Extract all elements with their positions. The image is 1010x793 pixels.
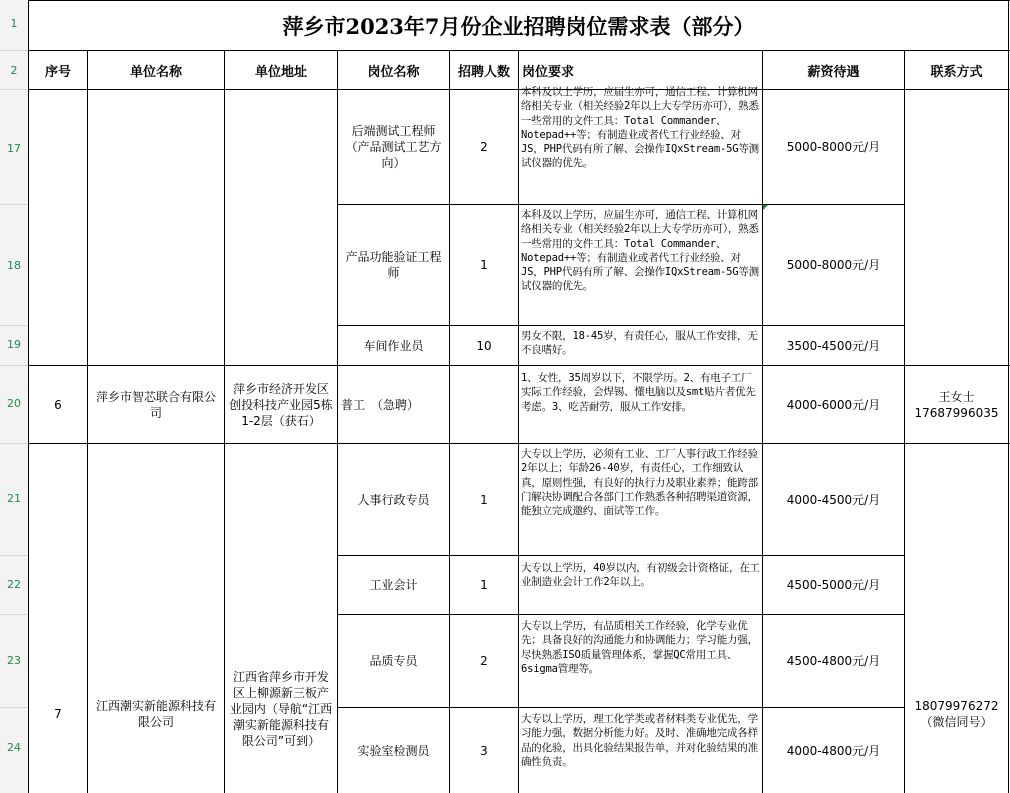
- cell-position[interactable]: 后端测试工程师（产品测试工艺方向）: [345, 124, 442, 170]
- row-number[interactable]: 21: [7, 492, 21, 505]
- cell-count[interactable]: 3: [480, 743, 488, 758]
- header-contact[interactable]: 联系方式: [930, 64, 983, 80]
- cell-requirement[interactable]: 1、女性，35周岁以下，不限学历。2、有电子工厂实际工作经验，会焊锡、懂电脑以及smt贴片者优先考虑。3、吃苦耐劳，服从工作安排。: [521, 372, 756, 413]
- cell-salary[interactable]: 5000-8000元/月: [786, 258, 881, 272]
- header-requirement[interactable]: 岗位要求: [522, 64, 575, 80]
- contact-phone: 17687996035: [914, 405, 999, 420]
- cell-position[interactable]: 品质专员: [369, 654, 418, 668]
- cell-company[interactable]: 萍乡市智芯联合有限公司: [95, 389, 216, 420]
- row-number[interactable]: 20: [7, 397, 21, 410]
- cell-salary[interactable]: 5000-8000元/月: [786, 140, 881, 154]
- cell-address[interactable]: 江西省萍乡市开发区上柳源新三板产业园内（导航“江西潮实新能源科技有限公司”可到）: [229, 669, 333, 748]
- row-number[interactable]: 22: [7, 578, 21, 591]
- header-address[interactable]: 单位地址: [254, 64, 307, 80]
- cell-requirement[interactable]: 大专以上学历，理工化学类或者材料类专业优先，学习能力强，数据分析能力好。及时、准确地完成各样品的化验，出具化验结果报告单，并对化验结果的准确性负责。: [521, 713, 758, 768]
- comment-marker: [763, 205, 768, 210]
- row-number[interactable]: 2: [10, 64, 18, 77]
- cell-requirement[interactable]: 男女不限，18-45岁，有责任心，服从工作安排，无不良嗜好。: [521, 330, 758, 357]
- cell-salary[interactable]: 3500-4500元/月: [786, 338, 881, 353]
- cell-count[interactable]: 1: [480, 258, 488, 272]
- header-count[interactable]: 招聘人数: [457, 64, 510, 80]
- cell-salary[interactable]: 4000-4500元/月: [786, 492, 881, 507]
- row-number[interactable]: 18: [7, 259, 21, 272]
- cell-count[interactable]: 2: [480, 140, 488, 154]
- cell-contact[interactable]: [905, 366, 1008, 443]
- cell-count[interactable]: 10: [476, 338, 492, 353]
- cell-seq[interactable]: 7: [54, 706, 62, 721]
- row-number[interactable]: 24: [7, 741, 21, 754]
- row-number[interactable]: 19: [7, 338, 21, 351]
- cell-position[interactable]: 人事行政专员: [357, 492, 430, 507]
- row-number[interactable]: 17: [7, 142, 21, 155]
- cell-count[interactable]: [450, 366, 518, 443]
- cell-company[interactable]: 江西潮实新能源科技有限公司: [95, 698, 216, 729]
- cell-salary[interactable]: 4500-4800元/月: [786, 654, 881, 668]
- cell-requirement[interactable]: 大专以上学历，有品质相关工作经验，化学专业优先；具备良好的沟通能力和协调能力；学习能力强，尽快熟悉ISO质量管理体系，掌握QC常用工具、6sigma管理等。: [521, 620, 758, 675]
- cell-requirement[interactable]: 本科及以上学历，应届生亦可，通信工程、计算机网络相关专业（相关经验2年以上大专学历亦可），熟悉一些常用的文件工具：Total Commander、Notepad++等；有制造业或者代工行业经验、对JS，PHP代码有所了解、会操作IQxStream-5G等测试仪器的优先。: [521, 86, 759, 170]
- header-position[interactable]: 岗位名称: [367, 64, 420, 80]
- cell-requirement[interactable]: 本科及以上学历，应届生亦可，通信工程、计算机网络相关专业（相关经验2年以上大专学历亦可），熟悉一些常用的文件工具：Total Commander、Notepad++等；有制造业或者代工行业经验、对JS，PHP代码有所了解、会操作IQxStream-5G等测试仪器的优先。: [521, 209, 759, 293]
- cell-seq[interactable]: 6: [54, 397, 62, 412]
- contact-name: 王女士: [938, 389, 975, 404]
- cell-count[interactable]: 1: [480, 578, 488, 592]
- row-number[interactable]: 23: [7, 654, 21, 667]
- header-seq[interactable]: 序号: [44, 64, 71, 80]
- cell-position[interactable]: 普工 （急聘）: [341, 397, 420, 412]
- cell-salary[interactable]: 4000-4800元/月: [786, 743, 881, 758]
- header-company[interactable]: 单位名称: [129, 64, 182, 80]
- cell-salary[interactable]: 4000-6000元/月: [786, 397, 881, 412]
- cell-salary[interactable]: 4500-5000元/月: [786, 578, 881, 592]
- grid-line: [1008, 0, 1009, 793]
- row-header-column: [0, 0, 29, 793]
- cell-address[interactable]: 萍乡市经济开发区创投科技产业园5栋 1-2层（获石）: [229, 381, 333, 428]
- header-salary[interactable]: 薪资待遇: [807, 64, 860, 80]
- sheet-title[interactable]: 萍乡市2023年7月份企业招聘岗位需求表（部分）: [282, 13, 755, 39]
- cell-count[interactable]: 2: [480, 654, 488, 668]
- cell-position[interactable]: 车间作业员: [363, 338, 424, 353]
- row-number[interactable]: 1: [10, 17, 18, 30]
- cell-requirement[interactable]: 大专以上学历，必须有工业、工厂人事行政工作经验2年以上；年龄26-40岁，有责任心，工作细致认真，原则性强，有良好的执行力及职业素养；能跨部门解决协调配合各部门工作熟悉各种招聘渠道资源，能独立完成邀约、面试等工作。: [521, 448, 758, 518]
- cell-position[interactable]: 工业会计: [369, 578, 418, 592]
- cell-position[interactable]: 实验室检测员: [357, 743, 430, 758]
- cell-contact[interactable]: 18079976272（微信同号）: [914, 698, 999, 729]
- cell-requirement[interactable]: 大专以上学历，40岁以内，有初级会计资格证，在工业制造业会计工作2年以上。: [521, 562, 760, 589]
- cell-count[interactable]: 1: [480, 492, 488, 507]
- cell-position[interactable]: 产品功能验证工程师: [345, 250, 442, 280]
